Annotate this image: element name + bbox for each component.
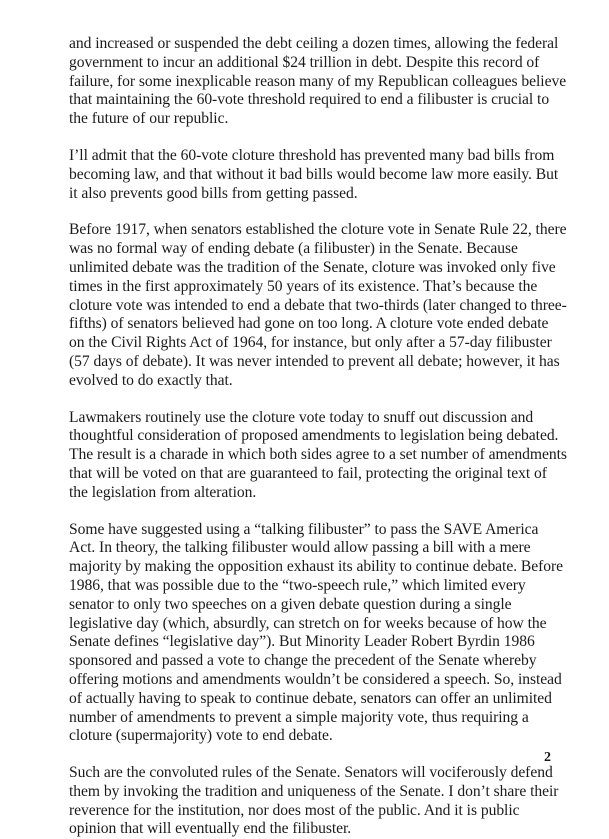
paragraph: Such are the convoluted rules of the Senate. Senators will vociferously defend them by invoking the tradition and uniqueness of the Senate. I don’t share their reverence for the institution, nor does most of the public. And it is public opinion that will eventually end the filibuster. [69, 764, 559, 838]
page-number: 2 [544, 750, 551, 765]
paragraph: Before 1917, when senators established the cloture vote in Senate Rule 22, there was no formal way of ending debate (a filibuster) in the Senate. Because unlimited debate was the tradition of the Senate, cloture was invoked only five times in the first approximately 50 years of its existence. That’s because the cloture vote was intended to end a debate that two-thirds (later changed to three-fifths) of senators believed had gone on too long. A cloture vote ended debate on the Civil Rights Act of 1964, for instance, but only after a 57-day filibuster (57 days of debate). It was never intended to prevent all debate; however, it has evolved to do exactly that. [69, 221, 567, 389]
paragraph: I’ll admit that the 60-vote cloture threshold has prevented many bad bills from becoming law, and that without it bad bills would become law more easily. But it also prevents good bills from getting passed. [69, 146, 559, 202]
paragraph: Some have suggested using a “talking filibuster” to pass the SAVE America Act. In theory, the talking filibuster would allow passing a bill with a mere majority by making the opposition exhaust its ability to continue debate. Before 1986, that was possible due to the “two-speech rule,” which limited every senator to only two speeches on a given debate question during a single legislative day (which, absurdly, can stretch on for weeks because of how the Senate defines “legislative day”). But Minority Leader Robert Byrdin 1986 sponsored and passed a vote to change the precedent of the Senate whereby offering motions and amendments wouldn’t be considered a speech. So, instead of actually having to speak to continue debate, senators can offer an unlimited number of amendments to prevent a simple majority vote, thus requiring a cloture (supermajority) vote to end debate. [69, 520, 564, 745]
paragraph: Lawmakers routinely use the cloture vote today to snuff out discussion and thoughtful consideration of proposed amendments to legislation being debated. The result is a charade in which both sides agree to a set number of amendments that will be voted on that are guaranteed to fail, protecting the original text of the legislation from alteration. [69, 408, 567, 501]
paragraph: and increased or suspended the debt ceiling a dozen times, allowing the federal government to incur an additional $24 trillion in debt. Despite this record of failure, for some inexplicable reason many of my Republican colleagues believe that maintaining the 60-vote threshold required to end a filibuster is crucial to the future of our republic. [69, 35, 567, 128]
